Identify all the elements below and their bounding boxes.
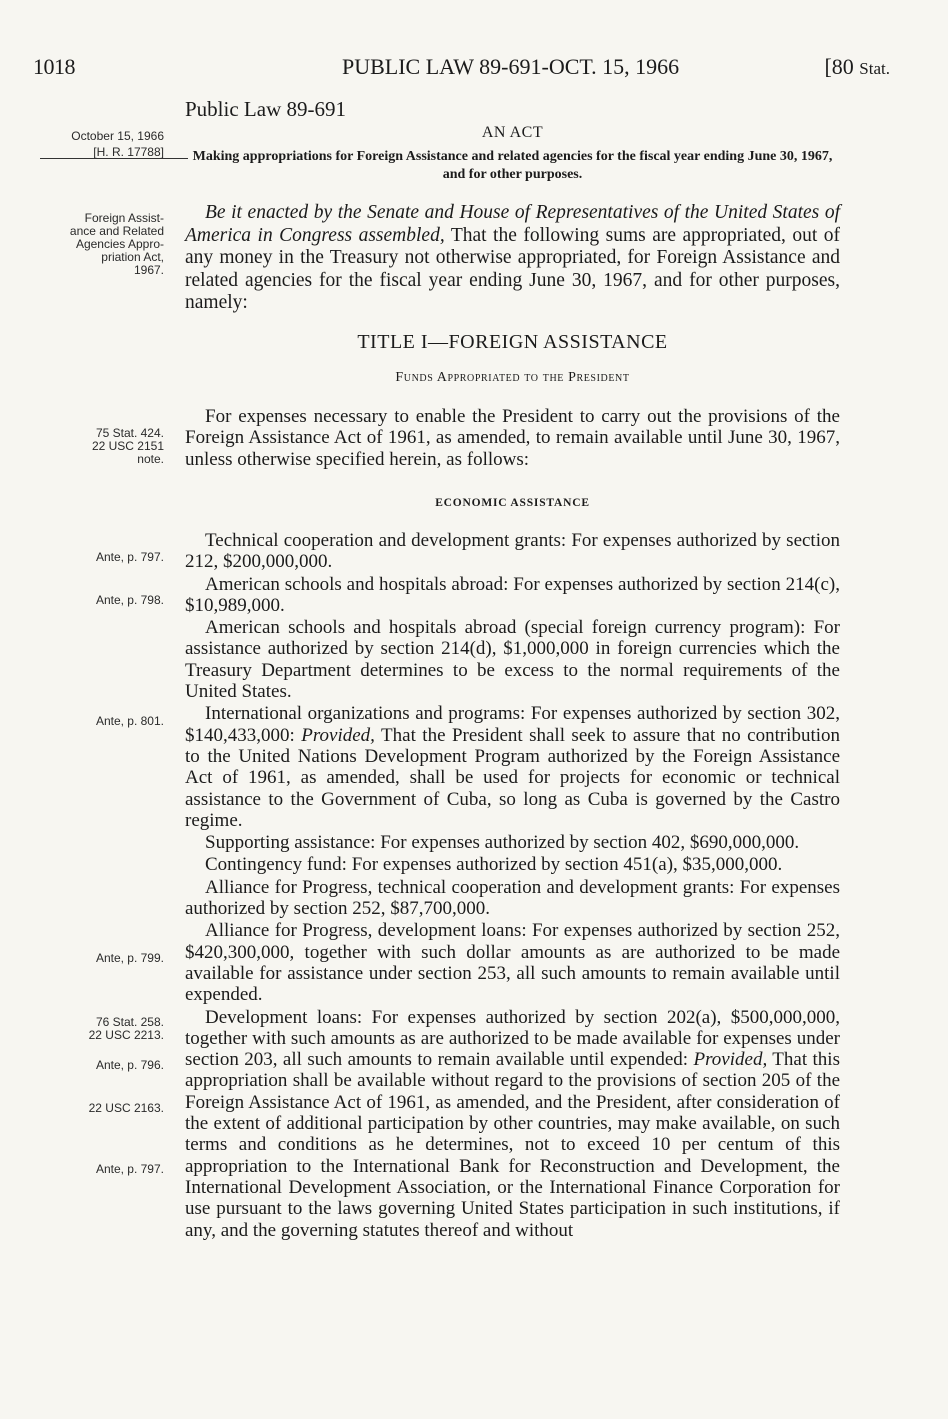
margin-ante-801: Ante, p. 801. xyxy=(95,714,164,728)
para-dl-a: Development loans: For expenses authorized by section 202(a), $500,000,000, together with such amounts as are authorized to be made available for expenses under section 203, all such amounts to remain available until expended: xyxy=(185,1006,840,1071)
margin-short-title-line: priation Act, xyxy=(101,250,164,264)
margin-line: 75 Stat. 424. xyxy=(95,426,164,440)
an-act-heading: AN ACT xyxy=(481,124,544,141)
margin-rule xyxy=(40,158,188,159)
appropriations-body xyxy=(185,530,840,1241)
running-title: PUBLIC LAW 89-691-OCT. 15, 1966 xyxy=(342,54,680,79)
para-schools-hospitals: American schools and hospitals abroad: For expenses authorized by section 214(c), $10,989,000. xyxy=(185,573,840,616)
para-dl-b: That this appropriation shall be available without regard to the provisions of section 205 of the Foreign Assistance Act of 1961, as amended, and the President, after consideration of the extent of additional participation by other countries, may make available, on such terms and conditions as he determines, not to exceed 10 per centum of this appropriation to the International Bank for Reconstruction and Development, the International Development Association, or the International Finance Corporation for use pursuant to the laws governing United States participation in such institutions, if any, and the governing statutes thereof and without xyxy=(185,1049,840,1241)
margin-stat-258 xyxy=(14,1016,164,1042)
enacting-clause xyxy=(185,202,840,315)
margin-usc-2163: 22 USC 2163. xyxy=(88,1101,164,1115)
margin-date: October 15, 1966 xyxy=(71,129,164,143)
public-law-title: Public Law 89-691 xyxy=(185,97,346,121)
provided-italic: Provided, xyxy=(693,1049,768,1071)
para-international-organizations xyxy=(185,703,840,831)
economic-assistance-heading: ECONOMIC ASSISTANCE xyxy=(435,497,590,509)
margin-ante-797: Ante, p. 797. xyxy=(95,550,164,564)
enacting-rest: That the following sums are appropriated, out of any money in the Treasury not otherwise appropriated, for Foreign Assistance and related agencies for the fiscal year ending June 30, 1967, and for other purposes, namely: xyxy=(185,224,841,313)
margin-ante-798: Ante, p. 798. xyxy=(95,593,164,607)
para-io-a: International organizations and programs: For expenses authorized by section 302, $140,433,000: xyxy=(185,703,840,746)
title-heading: TITLE I—FOREIGN ASSISTANCE xyxy=(357,331,668,353)
margin-ante-796: Ante, p. 796. xyxy=(95,1058,164,1072)
para-alliance-grants: Alliance for Progress, technical cooperation and development grants: For expenses authorized by section 252, $87,700,000. xyxy=(185,876,840,920)
margin-ante-799: Ante, p. 799. xyxy=(95,951,164,965)
para-schools-hospitals-special: American schools and hospitals abroad (special foreign currency program): For assistance authorized by section 214(d), $1,000,000 in foreign currencies which the Treasury Department determines to be excess to the normal requirements of the United States. xyxy=(185,617,840,703)
margin-line: 22 USC 2213. xyxy=(88,1028,164,1042)
act-purpose: Making appropriations for Foreign Assistance and related agencies for the fiscal year ending June 30, 1967, and for other purposes. xyxy=(192,149,833,182)
page-number: 1018 xyxy=(33,54,75,79)
margin-short-title-line: Foreign Assist- xyxy=(84,211,164,225)
margin-short-title-line: ance and Related xyxy=(69,224,164,238)
margin-short-title xyxy=(14,212,164,277)
para-contingency-fund: Contingency fund: For expenses authorized by section 451(a), $35,000,000. xyxy=(205,854,783,876)
stat-word: Stat. xyxy=(859,59,890,78)
para-technical-cooperation: Technical cooperation and development grants: For expenses authorized by section 212, $200,000,000. xyxy=(185,530,840,573)
margin-bill-number: [H. R. 17788] xyxy=(93,145,164,159)
margin-short-title-line: Agencies Appro- xyxy=(75,237,164,251)
para-io-b: That the President shall seek to assure that no contribution to the United Nations Development Program authorized by the Foreign Assistance Act of 1961, as amended, shall be used for projects for economic or technical assistance to the Government of Cuba, so long as Cuba is governed by the Castro regime. xyxy=(185,724,841,831)
funds-heading: Funds Appropriated to the President xyxy=(395,370,630,385)
margin-line: 22 USC 2151 xyxy=(91,439,164,453)
para-supporting-assistance: Supporting assistance: For expenses authorized by section 402, $690,000,000. xyxy=(205,832,800,854)
intro-paragraph xyxy=(185,406,840,470)
stat-prefix: [80 xyxy=(824,54,860,79)
margin-short-title-line: 1967. xyxy=(133,263,164,277)
stat-volume xyxy=(824,54,890,80)
para-development-loans xyxy=(185,1007,840,1241)
intro-text: For expenses necessary to enable the President to carry out the provisions of the Foreign Assistance Act of 1961, as amended, to remain available until June 30, 1967, unless otherwise specified herein, as follows: xyxy=(185,406,840,470)
enacting-italic: Be it enacted by the Senate and House of Representatives of the United States of America in Congress assembled, xyxy=(185,202,840,246)
margin-line: 76 Stat. 258. xyxy=(95,1015,164,1029)
margin-line: note. xyxy=(137,452,164,466)
provided-italic: Provided, xyxy=(301,724,375,746)
para-alliance-loans: Alliance for Progress, development loans: For expenses authorized by section 252, $420,300,000, together with such dollar amounts as are authorized to be made available for assistance under section 253, all such amounts to remain available until expended. xyxy=(185,920,840,1006)
margin-ante-797-b: Ante, p. 797. xyxy=(95,1162,164,1176)
margin-stat-424 xyxy=(14,427,164,466)
